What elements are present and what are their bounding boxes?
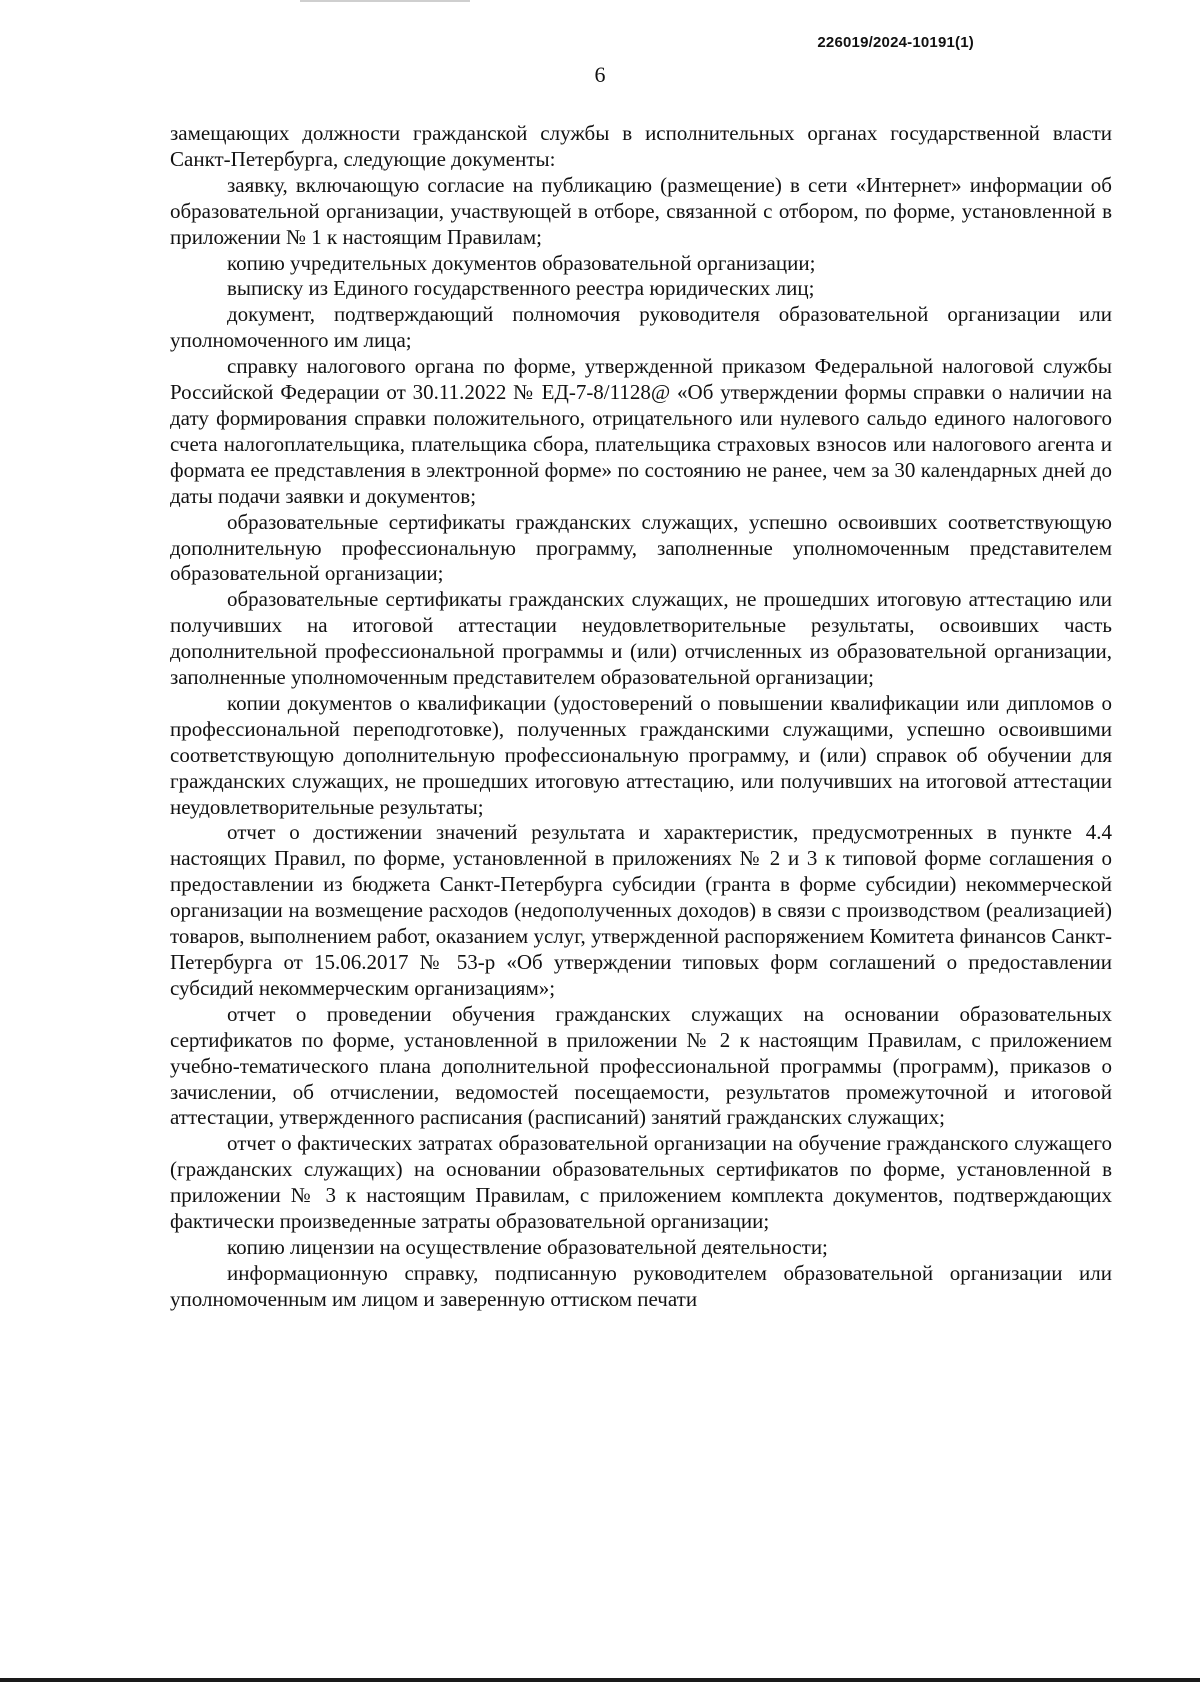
document-body xyxy=(170,121,1112,1313)
list-item-costs-report: отчет о фактических затратах образовательной организации на обучение гражданского служащего (гражданских служащих) на основании образовательных сертификатов по форме, установленной в приложении № 3 к настоящим Правилам, с приложением комплекта документов, подтверждающих фактически произведенные затраты образовательной организации; xyxy=(170,1131,1112,1234)
scan-artifact-top xyxy=(300,0,470,2)
list-item-certificates-completed: образовательные сертификаты гражданских служащих, успешно освоивших соответствующую дополнительную профессиональную программу, заполненные уполномоченным представителем образовательной организации; xyxy=(170,509,1112,586)
scan-border-bottom xyxy=(0,1678,1200,1682)
paragraph-continuation: замещающих должности гражданской службы в исполнительных органах государственной власти Санкт-Петербурга, следующие документы: xyxy=(170,121,1112,171)
list-item-founding-documents: копию учредительных документов образовательной организации; xyxy=(227,250,816,275)
list-item-application: заявку, включающую согласие на публикацию (размещение) в сети «Интернет» информации об образовательной организации, участвующей в отборе, связанной с отбором, по форме, установленной в приложении № 1 к настоящим Правилам; xyxy=(170,172,1112,249)
list-item-authority-document: документ, подтверждающий полномочия руководителя образовательной организации или уполномоченного им лица; xyxy=(170,302,1112,353)
document-registration-number: 226019/2024-10191(1) xyxy=(817,34,974,51)
list-item-registry-extract: выписку из Единого государственного реестра юридических лиц; xyxy=(227,276,815,301)
list-item-tax-certificate: справку налогового органа по форме, утвержденной приказом Федеральной налоговой службы Российской Федерации от 30.11.2022 № ЕД-7-8/1128@ «Об утверждении формы справки о наличии на дату формирования справки положительного, отрицательного или нулевого сальдо единого налогового счета налогоплательщика, плательщика сбора, плательщика страховых взносов или налогового агента и формата ее представления в электронной форме» по состоянию не ранее, чем за 30 календарных дней до даты подачи заявки и документов; xyxy=(170,354,1112,508)
list-item-license-copy: копию лицензии на осуществление образовательной деятельности; xyxy=(227,1234,828,1259)
list-item-results-report: отчет о достижении значений результата и характеристик, предусмотренных в пункте 4.4 настоящих Правил, по форме, установленной в приложениях № 2 и 3 к типовой форме соглашения о предоставлении из бюджета Санкт-Петербурга субсидии (гранта в форме субсидии) некоммерческой организации на возмещение расходов (недополученных доходов) в связи с производством (реализацией) товаров, выполнением работ, оказанием услуг, утвержденной распоряжением Комитета финансов Санкт-Петербурга от 15.06.2017 № 53-р «Об утверждении типовых форм соглашений о предоставлении субсидий некоммерческим организациям»; xyxy=(170,820,1112,1000)
page-number: 6 xyxy=(594,62,606,87)
list-item-qualification-documents: копии документов о квалификации (удостоверений о повышении квалификации или дипломов о профессиональной переподготовке), полученных гражданскими служащими, успешно освоившими соответствующую дополнительную профессиональную программу, и (или) справок об обучении для гражданских служащих, не прошедших итоговую аттестацию, или получивших на итоговой аттестации неудовлетворительные результаты; xyxy=(170,690,1112,819)
list-item-certificates-not-completed: образовательные сертификаты гражданских служащих, не прошедших итоговую аттестацию или получивших на итоговой аттестации неудовлетворительные результаты, освоивших часть дополнительной профессиональной программы и (или) отчисленных из образовательной организации, заполненные уполномоченным представителем образовательной организации; xyxy=(170,587,1112,690)
list-item-training-report: отчет о проведении обучения гражданских служащих на основании образовательных сертификатов по форме, установленной в приложении № 2 к настоящим Правилам, с приложением учебно-тематического плана дополнительной профессиональной программы (программ), приказов о зачислении, об отчислении, ведомостей посещаемости, результатов промежуточной и итоговой аттестации, утвержденного расписания (расписаний) занятий гражданских служащих; xyxy=(170,1001,1112,1130)
list-item-information-note: информационную справку, подписанную руководителем образовательной организации или уполномоченным им лицом и заверенную оттиском печати xyxy=(170,1260,1112,1311)
